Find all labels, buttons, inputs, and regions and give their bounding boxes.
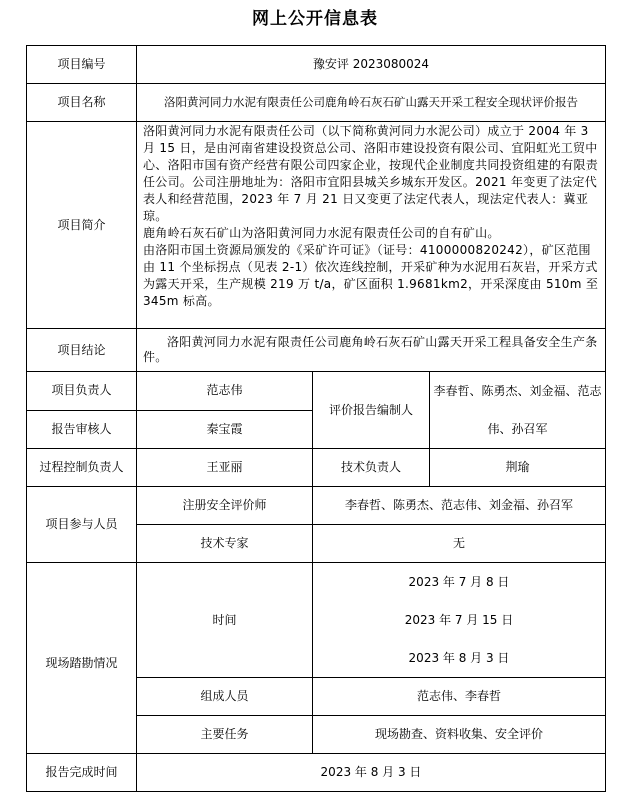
survey-date: 2023 年 7 月 8 日 <box>408 575 510 589</box>
project-name-value: 洛阳黄河同力水泥有限责任公司鹿角岭石灰石矿山露天开采工程安全现状评价报告 <box>137 84 606 122</box>
info-table <box>26 45 606 792</box>
row-completion <box>27 754 606 792</box>
project-no-label: 项目编号 <box>27 46 137 84</box>
report-reviewer-label: 报告审核人 <box>27 410 137 449</box>
row-project-no <box>27 46 606 84</box>
process-control-label: 过程控制负责人 <box>27 449 137 487</box>
report-authors-value: 李春哲、陈勇杰、刘金福、范志伟、孙召军 <box>430 372 606 449</box>
survey-tasks-value: 现场勘查、资料收集、安全评价 <box>313 716 606 754</box>
survey-date: 2023 年 7 月 15 日 <box>404 613 514 627</box>
row-participants-registered <box>27 487 606 525</box>
participants-label: 项目参与人员 <box>27 487 137 563</box>
row-project-leader <box>27 372 606 411</box>
report-reviewer-value: 秦宝霞 <box>137 410 313 449</box>
intro-paragraph: 由洛阳市国土资源局颁发的《采矿许可证》（证号：4100000820242），矿区范围由 11 个坐标拐点（见表 2-1）依次连线控制，开采矿种为水泥用石灰岩，开采方式为露天开采，生产规模 219 万 t/a，矿区面积 1.9681km2，开采深度由 510m 至 345m 标高。 <box>143 243 599 308</box>
row-conclusion <box>27 329 606 372</box>
intro-paragraph: 鹿角岭石灰石矿山为洛阳黄河同力水泥有限责任公司的自有矿山。 <box>143 226 500 240</box>
survey-members-label: 组成人员 <box>137 678 313 716</box>
row-project-name <box>27 84 606 122</box>
conclusion-label: 项目结论 <box>27 329 137 372</box>
survey-members-value: 范志伟、李春哲 <box>313 678 606 716</box>
survey-time-label: 时间 <box>137 563 313 678</box>
survey-tasks-label: 主要任务 <box>137 716 313 754</box>
conclusion-text: 洛阳黄河同力水泥有限责任公司鹿角岭石灰石矿山露天开采工程具备安全生产条件。 <box>143 335 598 364</box>
intro-paragraph: 洛阳黄河同力水泥有限责任公司（以下简称黄河同力水泥公司）成立于 2004 年 3 月 15 日，是由河南省建设投资总公司、洛阳市建设投资有限公司、宜阳虹光工贸中心、洛阳市国有资产经营有限公司四家企业，按现代企业制度共同投资组建的有限责任公司。公司注册地址为：洛阳市宜阳县城关乡城东开发区。2021 年变更了法定代表人和经营范围，2023 年 7 月 21 日又变更了法定代表人，现法定代表人：冀亚琼。 <box>143 124 599 223</box>
project-no-value: 豫安评 2023080024 <box>137 46 606 84</box>
registered-evaluator-value: 李春哲、陈勇杰、范志伟、刘金福、孙召军 <box>313 487 606 525</box>
conclusion-value <box>137 329 606 372</box>
report-authors-label: 评价报告编制人 <box>313 372 430 449</box>
survey-dates <box>313 563 606 678</box>
row-survey-time <box>27 563 606 678</box>
tech-leader-label: 技术负责人 <box>313 449 430 487</box>
tech-expert-value: 无 <box>313 525 606 563</box>
project-leader-label: 项目负责人 <box>27 372 137 411</box>
completion-label: 报告完成时间 <box>27 754 137 792</box>
project-name-label: 项目名称 <box>27 84 137 122</box>
site-survey-label: 现场踏勘情况 <box>27 563 137 754</box>
row-project-intro <box>27 122 606 329</box>
process-control-value: 王亚丽 <box>137 449 313 487</box>
tech-expert-label: 技术专家 <box>137 525 313 563</box>
project-intro-label: 项目简介 <box>27 122 137 329</box>
registered-evaluator-label: 注册安全评价师 <box>137 487 313 525</box>
completion-value: 2023 年 8 月 3 日 <box>137 754 606 792</box>
page-title: 网上公开信息表 <box>252 9 378 29</box>
project-intro-value <box>137 122 606 329</box>
tech-leader-value: 荆瑜 <box>430 449 606 487</box>
project-leader-value: 范志伟 <box>137 372 313 411</box>
survey-date: 2023 年 8 月 3 日 <box>408 651 510 665</box>
row-process-control <box>27 449 606 487</box>
